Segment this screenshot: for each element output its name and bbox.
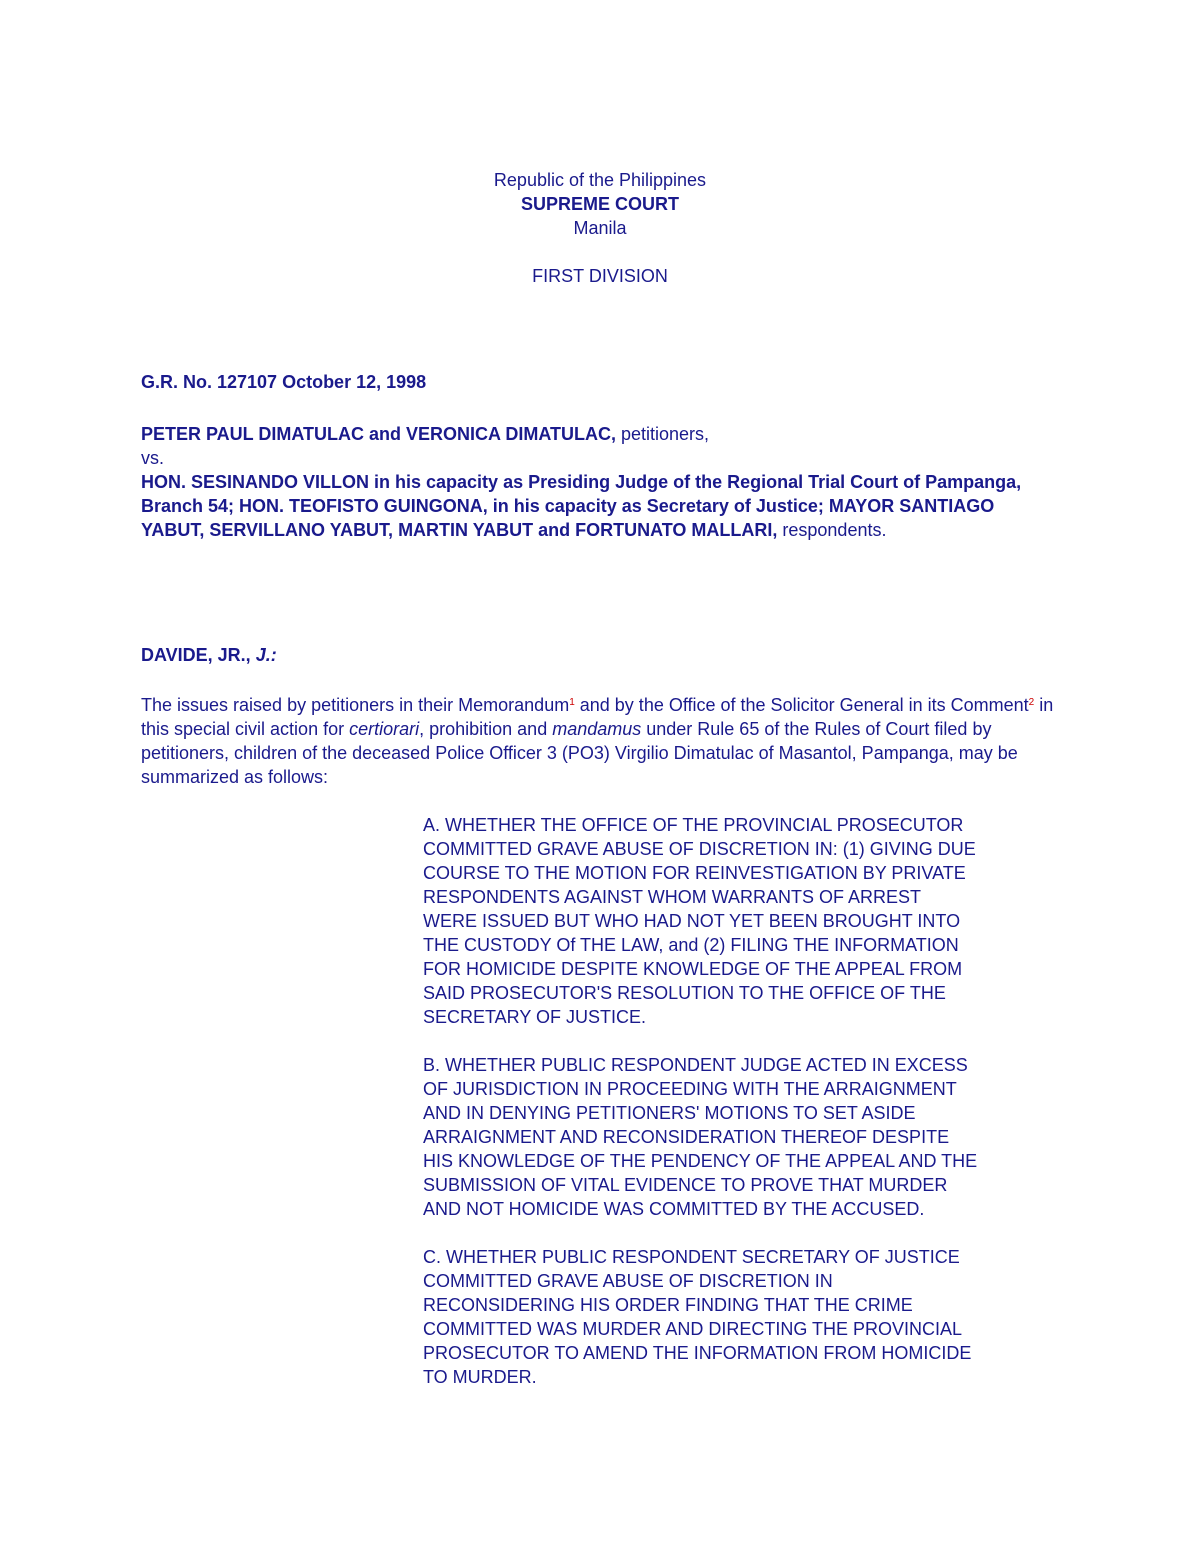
issue-line: HIS KNOWLEDGE OF THE PENDENCY OF THE APPEAL AND THE [423, 1151, 978, 1171]
respondents-names: HON. SESINANDO VILLON in his capacity as Presiding Judge of the Regional Trial Court of Pampanga, Branch 54; HON. TEOFISTO GUINGONA, in his capacity as Secretary of Justice; MAYOR SANTIAGO YABUT, SERVILLANO YABUT, MARTIN YABUT and FORTUNATO MALLARI, [141, 472, 1022, 540]
ponente-name: DAVIDE, JR., [141, 645, 256, 665]
issue-line: COMMITTED GRAVE ABUSE OF DISCRETION IN: (1) GIVING DUE [423, 839, 976, 859]
issue-line: THE CUSTODY Of THE LAW, and (2) FILING THE INFORMATION [423, 935, 959, 955]
issue-line: COMMITTED WAS MURDER AND DIRECTING THE PROVINCIAL [423, 1319, 963, 1339]
case-number-date: G.R. No. 127107 October 12, 1998 [141, 372, 427, 392]
intro-text-3: in this special civil action for [141, 695, 1054, 739]
respondents-line [141, 470, 1061, 542]
issue-line: SECRETARY OF JUSTICE. [423, 1007, 647, 1027]
footnote-ref-1[interactable]: 1 [569, 697, 575, 708]
court-header [0, 168, 1200, 288]
issue-line: PROSECUTOR TO AMEND THE INFORMATION FROM HOMICIDE [423, 1343, 972, 1363]
issue-line: AND IN DENYING PETITIONERS' MOTIONS TO SET ASIDE [423, 1103, 916, 1123]
issue-line: WERE ISSUED BUT WHO HAD NOT YET BEEN BROUGHT INTO [423, 911, 961, 931]
petitioners-line [141, 422, 1061, 446]
issue-line: FOR HOMICIDE DESPITE KNOWLEDGE OF THE APPEAL FROM [423, 959, 963, 979]
petitioners-names: PETER PAUL DIMATULAC and VERONICA DIMATULAC, [141, 424, 616, 444]
footnote-ref-2[interactable]: 2 [1028, 697, 1035, 708]
intro-text-2: and by the Office of the Solicitor General in its Comment [574, 695, 1029, 715]
issue-line: B. WHETHER PUBLIC RESPONDENT JUDGE ACTED IN EXCESS [423, 1055, 968, 1075]
petitioners-role: petitioners, [616, 424, 710, 444]
ponente [141, 643, 1061, 667]
issues-list [423, 813, 1063, 1413]
issue-line: OF JURISDICTION IN PROCEEDING WITH THE ARRAIGNMENT [423, 1079, 957, 1099]
issue-line: A. WHETHER THE OFFICE OF THE PROVINCIAL PROSECUTOR [423, 815, 964, 835]
issue-line: SUBMISSION OF VITAL EVIDENCE TO PROVE THAT MURDER [423, 1175, 948, 1195]
intro-text-4: , prohibition and [419, 719, 553, 739]
ponente-title: J.: [255, 645, 277, 665]
issue-line: ARRAIGNMENT AND RECONSIDERATION THEREOF DESPITE [423, 1127, 950, 1147]
case-parties [141, 422, 1061, 542]
republic-line: Republic of the Philippines [493, 170, 707, 190]
issue-line: COURSE TO THE MOTION FOR REINVESTIGATION BY PRIVATE [423, 863, 966, 883]
issue-line: COMMITTED GRAVE ABUSE OF DISCRETION IN [423, 1271, 833, 1291]
issue-a [423, 813, 1063, 1029]
intro-text-5: under Rule 65 of the Rules of Court filed by petitioners, children of the deceased Police Officer 3 (PO3) Virgilio Dimatulac of Masantol, Pampanga, may be summarized as follows: [141, 719, 1018, 787]
intro-text-1: The issues raised by petitioners in their Memorandum [141, 695, 570, 715]
division-name: FIRST DIVISION [532, 266, 668, 286]
issue-line: RESPONDENTS AGAINST WHOM WARRANTS OF ARREST [423, 887, 922, 907]
court-city: Manila [573, 218, 627, 238]
issue-b [423, 1053, 1063, 1221]
intro-italic-certiorari: certiorari [349, 719, 420, 739]
issue-line: C. WHETHER PUBLIC RESPONDENT SECRETARY OF JUSTICE [423, 1247, 960, 1267]
intro-italic-mandamus: mandamus [552, 719, 642, 739]
issue-line: SAID PROSECUTOR'S RESOLUTION TO THE OFFICE OF THE [423, 983, 946, 1003]
issue-line: TO MURDER. [423, 1367, 537, 1387]
issue-line: AND NOT HOMICIDE WAS COMMITTED BY THE ACCUSED. [423, 1199, 925, 1219]
versus-line: vs. [141, 448, 165, 468]
intro-paragraph [141, 693, 1061, 789]
issue-c [423, 1245, 1063, 1389]
issue-line: RECONSIDERING HIS ORDER FINDING THAT THE CRIME [423, 1295, 913, 1315]
respondents-role: respondents. [777, 520, 887, 540]
court-name: SUPREME COURT [520, 194, 679, 214]
